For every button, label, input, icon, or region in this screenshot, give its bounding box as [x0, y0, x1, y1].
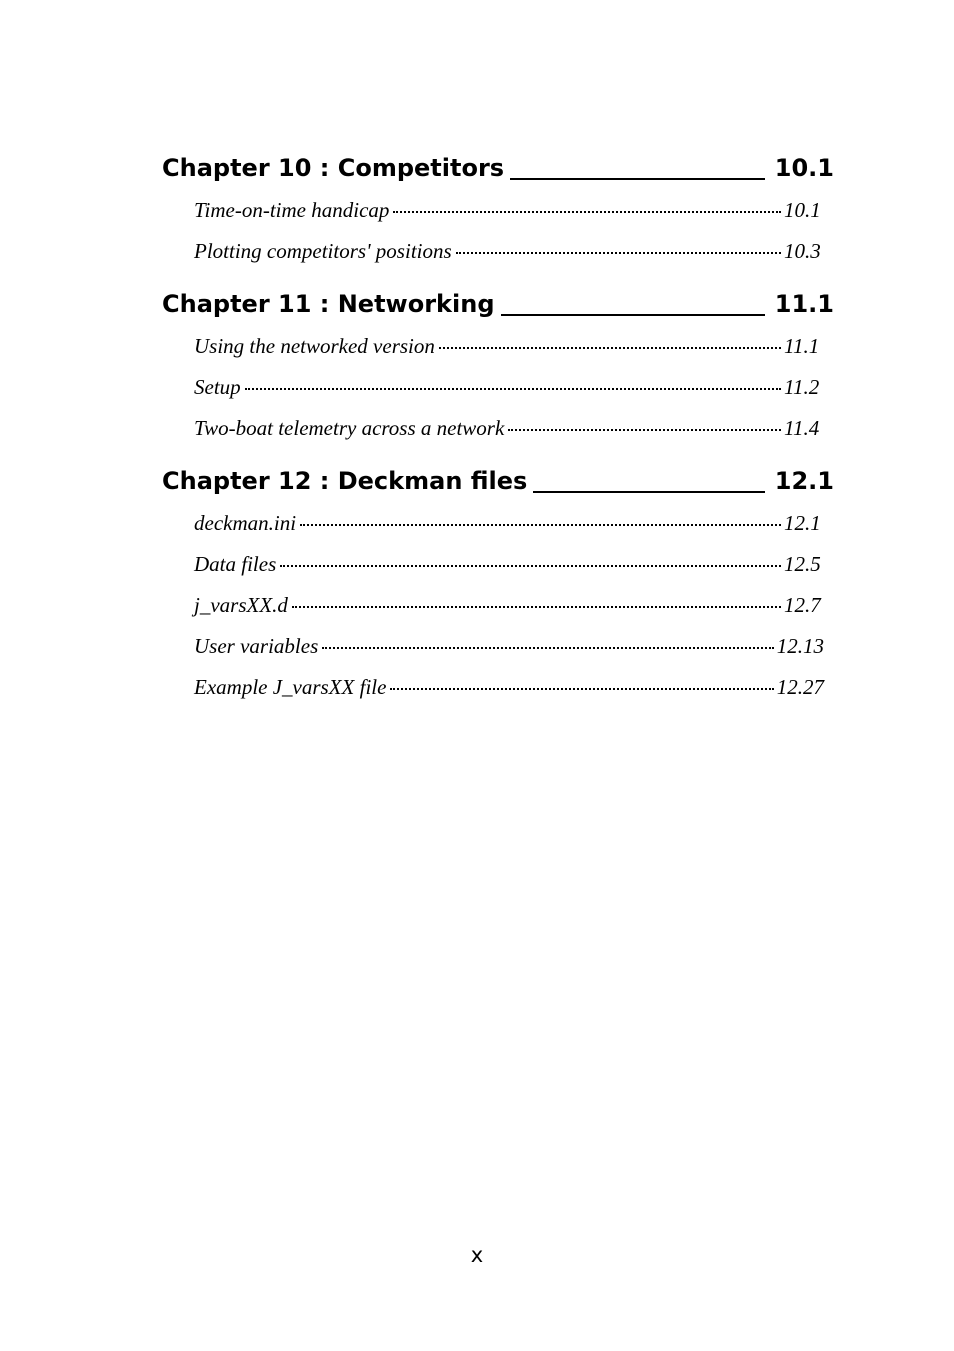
dot-leader: [393, 211, 781, 213]
entry-title: j_varsXX.d: [194, 593, 288, 617]
entry-page-number: 10.3: [784, 239, 821, 263]
leader-rule: [533, 491, 764, 493]
entry-page-number: 10.1: [784, 198, 821, 222]
dot-leader: [300, 524, 781, 526]
entry-page-number: 12.1: [784, 511, 821, 535]
toc-entry[interactable]: [194, 416, 834, 457]
chapter-title: Chapter 11 : Networking: [162, 290, 495, 318]
toc-entry[interactable]: [194, 511, 834, 552]
dot-leader: [508, 429, 781, 431]
entry-page-number: 11.1: [784, 334, 820, 358]
page-number: x: [470, 1243, 484, 1267]
chapter-heading[interactable]: [162, 467, 834, 511]
dot-leader: [245, 388, 781, 390]
entry-page-number: 12.5: [784, 552, 821, 576]
chapter-heading[interactable]: [162, 290, 834, 334]
entry-title: Example J_varsXX file: [194, 675, 387, 699]
chapter-title: Chapter 12 : Deckman files: [162, 467, 528, 495]
dot-leader: [292, 606, 781, 608]
chapter-page-number: 12.1: [774, 467, 834, 495]
section-spacer: [162, 280, 834, 290]
dot-leader: [390, 688, 773, 690]
table-of-contents: [162, 154, 834, 716]
dot-leader: [439, 347, 781, 349]
dot-leader: [280, 565, 781, 567]
entry-title: Data files: [194, 552, 277, 576]
entry-title: Two-boat telemetry across a network: [194, 416, 505, 440]
chapter-title: Chapter 10 : Competitors: [162, 154, 505, 182]
toc-entry[interactable]: [194, 593, 834, 634]
entry-page-number: 12.27: [776, 675, 824, 699]
toc-entry[interactable]: [194, 334, 834, 375]
entry-title: Plotting competitors' positions: [194, 239, 452, 263]
dot-leader: [322, 647, 774, 649]
chapter-page-number: 10.1: [774, 154, 834, 182]
dot-leader: [456, 252, 781, 254]
toc-entry[interactable]: [194, 198, 834, 239]
entry-title: deckman.ini: [194, 511, 297, 535]
entry-title: Setup: [194, 375, 241, 399]
entry-page-number: 12.13: [776, 634, 824, 658]
leader-rule: [510, 178, 765, 180]
toc-entry[interactable]: [194, 634, 834, 675]
section-spacer: [162, 457, 834, 467]
entry-title: Using the networked version: [194, 334, 435, 358]
toc-entry[interactable]: [194, 675, 834, 716]
toc-entry[interactable]: [194, 552, 834, 593]
toc-entry[interactable]: [194, 239, 834, 280]
chapter-heading[interactable]: [162, 154, 834, 198]
entry-title: User variables: [194, 634, 319, 658]
leader-rule: [501, 314, 765, 316]
entry-page-number: 11.2: [784, 375, 820, 399]
entry-page-number: 12.7: [784, 593, 821, 617]
entry-page-number: 11.4: [784, 416, 820, 440]
toc-entry[interactable]: [194, 375, 834, 416]
entry-title: Time-on-time handicap: [194, 198, 390, 222]
chapter-page-number: 11.1: [774, 290, 834, 318]
